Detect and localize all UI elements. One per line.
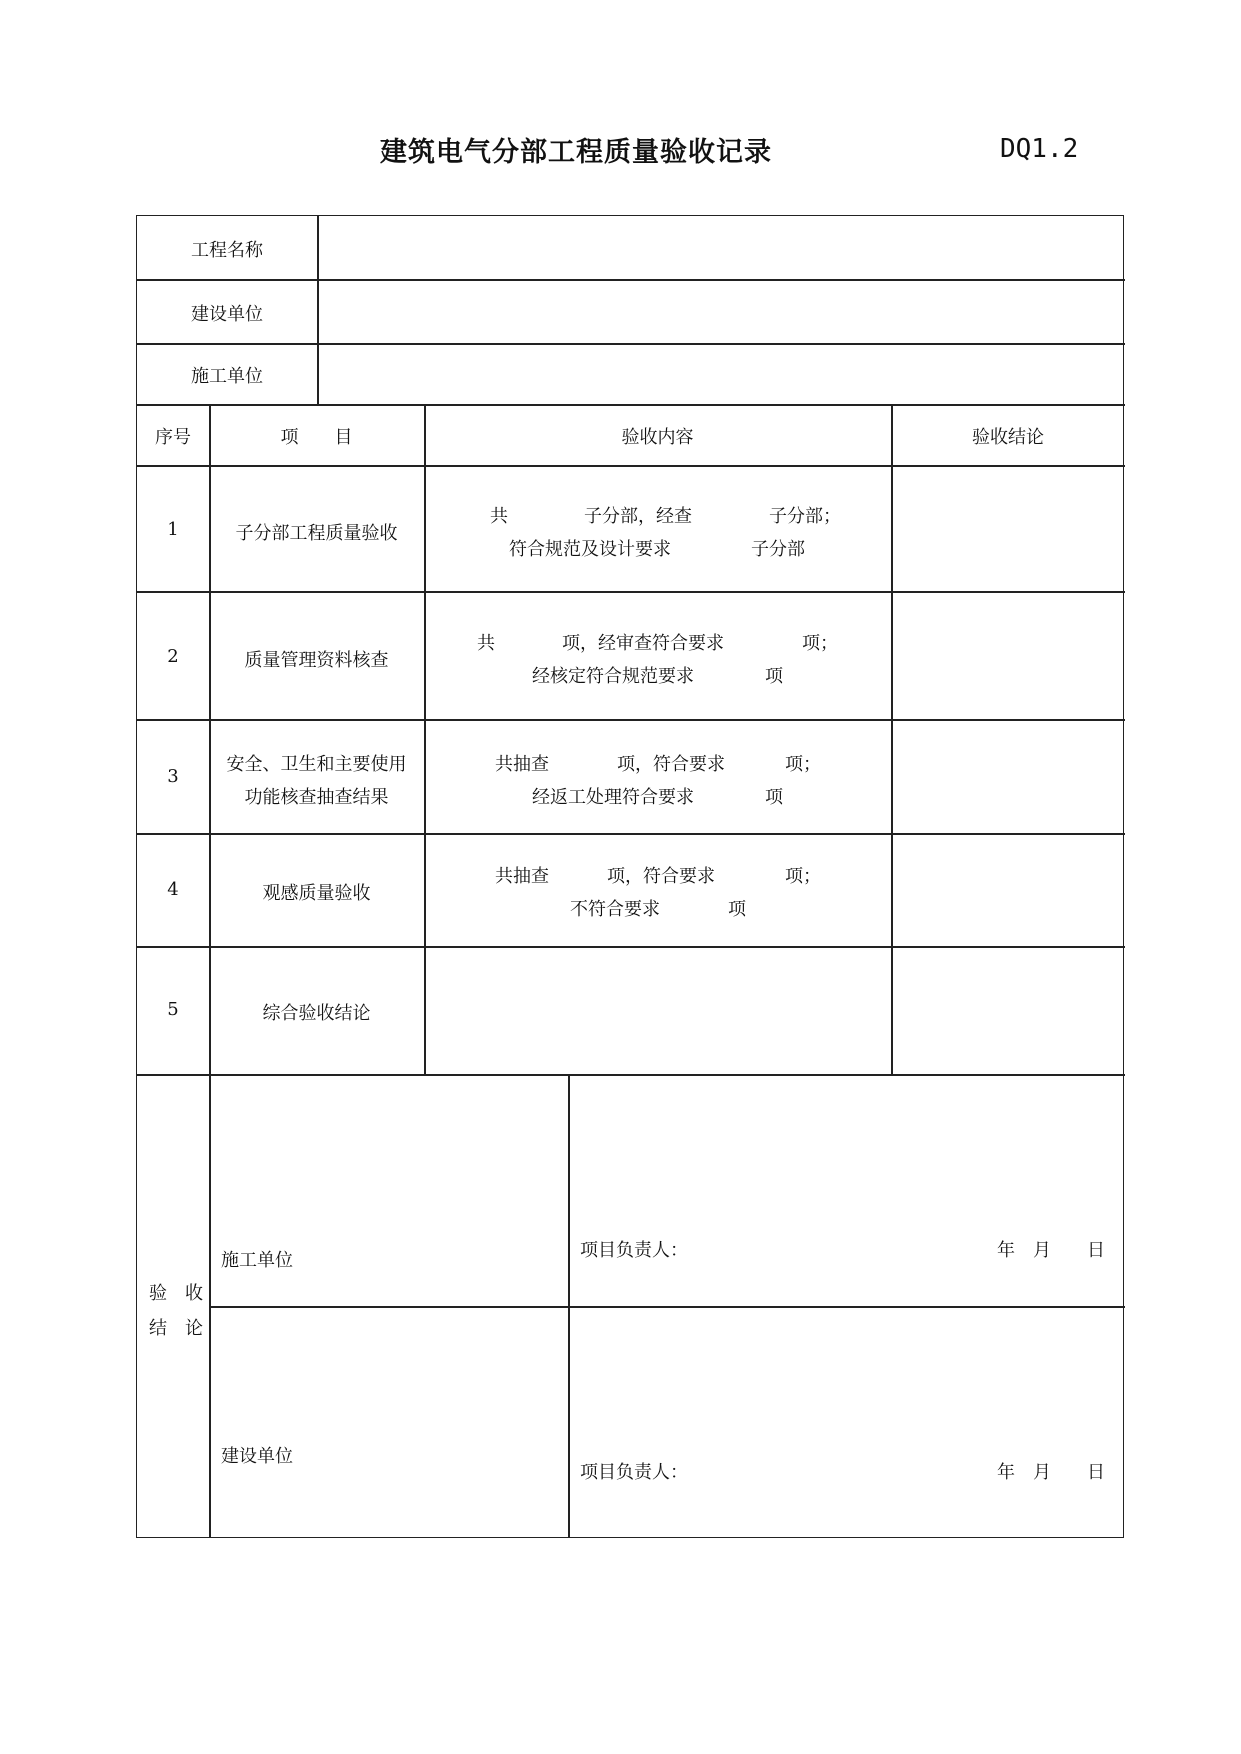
signoff-contractor-person-label: 项目负责人： <box>580 1240 688 1261</box>
contractor-unit-label: 施工单位 <box>191 366 263 387</box>
row-5-seq: 5 <box>167 999 179 1020</box>
row-2-item: 质量管理资料核查 <box>244 650 389 671</box>
row-4-content-text: 共抽查 <box>495 866 549 887</box>
row-3-content-text: 项 <box>765 787 783 808</box>
document-code: DQ1.2 <box>1000 134 1079 164</box>
row-4-content-text: 项，符合要求 <box>607 866 715 887</box>
row-3-item-line-1: 安全、卫生和主要使用 <box>226 754 407 775</box>
row-4-content-text: 项 <box>728 899 746 920</box>
row-1-content-text: 符合规范及设计要求 <box>509 539 671 560</box>
client-unit-label: 建设单位 <box>191 304 263 325</box>
row-5-item: 综合验收结论 <box>262 1003 371 1024</box>
column-header-seq: 序号 <box>155 427 191 448</box>
row-3-content-text: 项； <box>785 754 821 775</box>
column-header-item: 项 目 <box>280 427 353 448</box>
row-3-content-text: 项，符合要求 <box>617 754 725 775</box>
row-1-item: 子分部工程质量验收 <box>235 523 398 544</box>
signoff-contractor-unit: 施工单位 <box>221 1250 293 1271</box>
row-2-content-text: 项； <box>802 633 838 654</box>
signoff-client-person-label: 项目负责人： <box>580 1462 688 1483</box>
row-2-content-text: 项，经审查符合要求 <box>562 633 724 654</box>
row-4-seq: 4 <box>167 879 179 900</box>
row-1-content-text: 共 <box>490 506 508 527</box>
row-4-content-text: 不符合要求 <box>570 899 660 920</box>
signoff-side-label-line-1: 验 收 <box>149 1283 203 1304</box>
document-title: 建筑电气分部工程质量验收记录 <box>380 137 772 168</box>
row-2-content-text: 项 <box>765 666 783 687</box>
column-header-conclusion: 验收结论 <box>972 427 1044 448</box>
row-3-seq: 3 <box>167 766 179 787</box>
row-1-content-text: 子分部 <box>751 539 805 560</box>
row-2-seq: 2 <box>167 646 179 667</box>
row-2-content-text: 共 <box>477 633 495 654</box>
row-3-content-text: 共抽查 <box>495 754 549 775</box>
project-name-label: 工程名称 <box>191 240 263 261</box>
column-header-content: 验收内容 <box>621 427 694 448</box>
row-3-content-text: 经返工处理符合要求 <box>532 787 694 808</box>
row-4-item: 观感质量验收 <box>262 883 371 904</box>
row-4-content-text: 项； <box>785 866 821 887</box>
signoff-side-label-line-2: 结 论 <box>149 1318 203 1339</box>
acceptance-form <box>136 215 1124 1538</box>
signoff-client-unit: 建设单位 <box>221 1446 293 1467</box>
row-2-content-text: 经核定符合规范要求 <box>532 666 694 687</box>
row-3-item-line-2: 功能核查抽查结果 <box>244 787 389 808</box>
signoff-contractor-date: 年 月 日 <box>997 1240 1105 1261</box>
signoff-client-date: 年 月 日 <box>997 1462 1105 1483</box>
row-1-content-text: 子分部； <box>769 506 841 527</box>
row-1-content-text: 子分部，经查 <box>584 506 692 527</box>
row-1-seq: 1 <box>167 519 179 540</box>
